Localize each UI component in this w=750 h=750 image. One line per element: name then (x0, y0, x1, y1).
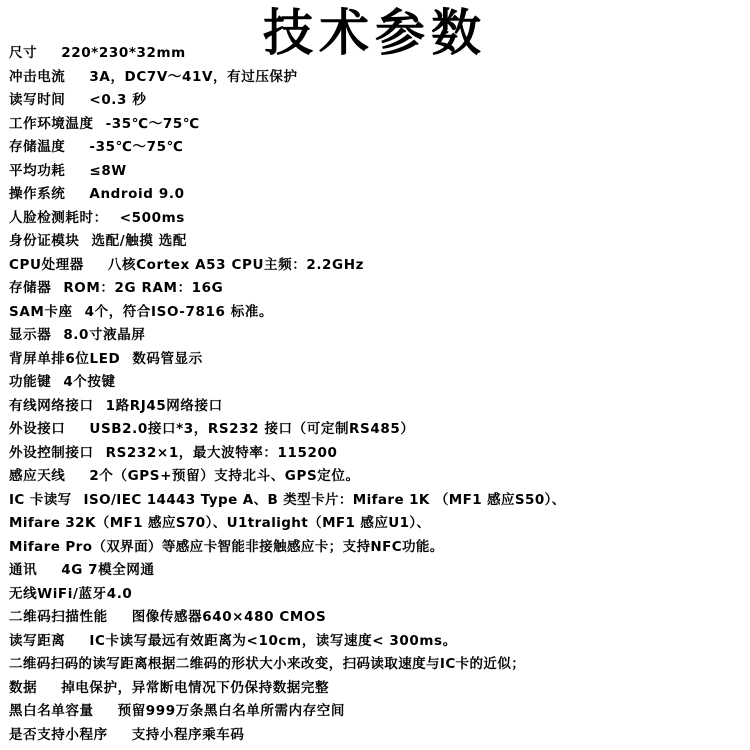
spec-value: IC卡读写最远有效距离为<10cm，读写速度< 300ms。 (89, 632, 457, 649)
spec-value: 八核Cortex A53 CPU主频：2.2GHz (107, 256, 365, 273)
spec-value: 掉电保护，异常断电情况下仍保持数据完整 (61, 679, 330, 696)
spec-label: 外设接口 (9, 421, 66, 437)
spec-value: 8.0寸液晶屏 (63, 327, 146, 343)
spec-label: 身份证模块 (9, 233, 80, 249)
spec-label: IC 卡读写 (9, 491, 72, 508)
spec-value: 4个，符合ISO-7816 标准。 (84, 303, 274, 320)
spec-label: 数据 (9, 679, 38, 696)
spec-row-display (9, 324, 749, 348)
spec-row-qr-distance-note (9, 653, 749, 677)
spec-row-sam-slot (9, 301, 749, 325)
spec-value: Mifare Pro（双界面）等感应卡智能非接触感应卡；支持NFC功能。 (9, 538, 444, 555)
spec-value: 预留999万条黑白名单所需内存空间 (117, 703, 345, 719)
spec-value: 选配/触摸 选配 (91, 233, 187, 249)
spec-label: 读写时间 (9, 92, 66, 108)
spec-label: 尺寸 (9, 45, 38, 61)
spec-label: 背屏单排6位LED (9, 350, 121, 367)
spec-value: USB2.0接口*3，RS232 接口（可定制RS485） (89, 421, 415, 437)
spec-label: 工作环境温度 (9, 115, 94, 132)
spec-row-os (9, 183, 749, 207)
spec-row-operating-temp (9, 113, 749, 137)
spec-value: 图像传感器640×480 CMOS (131, 609, 327, 625)
spec-value: 2个（GPS+预留）支持北斗、GPS定位。 (89, 468, 360, 484)
spec-label: 冲击电流 (9, 68, 66, 85)
spec-label: 有线网络接口 (9, 397, 94, 414)
spec-label: 平均功耗 (9, 162, 66, 179)
spec-label: SAM卡座 (9, 303, 73, 320)
spec-label: 黑白名单容量 (9, 703, 94, 719)
spec-row-cpu (9, 254, 749, 278)
spec-row-memory (9, 277, 749, 301)
spec-label: 二维码扫描性能 (9, 609, 108, 625)
spec-row-id-module (9, 230, 749, 254)
spec-label: 是否支持小程序 (9, 726, 108, 743)
spec-value: <0.3 秒 (89, 92, 147, 108)
spec-value: 4个按键 (63, 374, 116, 390)
spec-row-size (9, 42, 749, 66)
spec-label: 读写距离 (9, 632, 66, 649)
spec-value: Android 9.0 (89, 186, 185, 202)
spec-row-face-detect (9, 207, 749, 231)
spec-row-read-time (9, 89, 749, 113)
spec-value: ≤8W (89, 162, 127, 179)
spec-row-mini-program (9, 724, 749, 748)
spec-label: 人脸检测耗时： (9, 209, 108, 226)
spec-row-power (9, 160, 749, 184)
spec-label: 操作系统 (9, 186, 66, 202)
spec-label: 存储温度 (9, 139, 66, 155)
spec-value: 220*230*32mm (61, 45, 186, 61)
spec-row-ic-card-cont-1 (9, 512, 749, 536)
spec-row-ic-card-cont-2 (9, 536, 749, 560)
spec-label: CPU处理器 (9, 256, 84, 273)
spec-row-ic-card (9, 489, 749, 513)
spec-label: 外设控制接口 (9, 444, 94, 461)
spec-value: -35℃～75℃ (105, 115, 200, 132)
spec-value: RS232×1，最大波特率：115200 (105, 444, 338, 461)
spec-row-surge-current (9, 66, 749, 90)
spec-row-peripheral-ports (9, 418, 749, 442)
spec-row-wired-network (9, 395, 749, 419)
spec-row-function-keys (9, 371, 749, 395)
spec-label: 存储器 (9, 280, 52, 296)
spec-label: 通讯 (9, 562, 38, 578)
spec-value: 3A，DC7V～41V，有过压保护 (89, 68, 298, 85)
spec-row-storage-temp (9, 136, 749, 160)
spec-row-wireless (9, 583, 749, 607)
spec-label: 无线WiFi/蓝牙4.0 (9, 585, 133, 602)
spec-row-communication (9, 559, 749, 583)
spec-row-blacklist (9, 700, 749, 724)
spec-row-read-distance (9, 630, 749, 654)
spec-value: 4G 7模全网通 (61, 562, 155, 578)
spec-row-control-port (9, 442, 749, 466)
spec-value: ISO/IEC 14443 Type A、B 类型卡片：Mifare 1K （MF1 感应S50）、 (83, 491, 566, 508)
page-title: 技术参数 (263, 4, 487, 62)
spec-row-antenna (9, 465, 749, 489)
spec-label: 显示器 (9, 327, 52, 343)
spec-value: 数码管显示 (132, 350, 203, 367)
spec-value: 二维码扫码的读写距离根据二维码的形状大小来改变，扫码读取速度与IC卡的近似； (9, 656, 526, 672)
spec-value: 支持小程序乘车码 (131, 726, 245, 743)
spec-value: <500ms (119, 209, 185, 226)
spec-label: 功能键 (9, 374, 52, 390)
spec-label: 感应天线 (9, 468, 66, 484)
spec-list (9, 42, 749, 747)
spec-row-rear-led (9, 348, 749, 372)
spec-value: 1路RJ45网络接口 (105, 397, 223, 414)
spec-row-qr-scan (9, 606, 749, 630)
spec-value: ROM：2G RAM：16G (63, 280, 224, 296)
spec-value: -35℃～75℃ (89, 139, 184, 155)
spec-row-data (9, 677, 749, 701)
spec-value: Mifare 32K（MF1 感应S70）、U1tralight（MF1 感应U1）、 (9, 515, 431, 531)
